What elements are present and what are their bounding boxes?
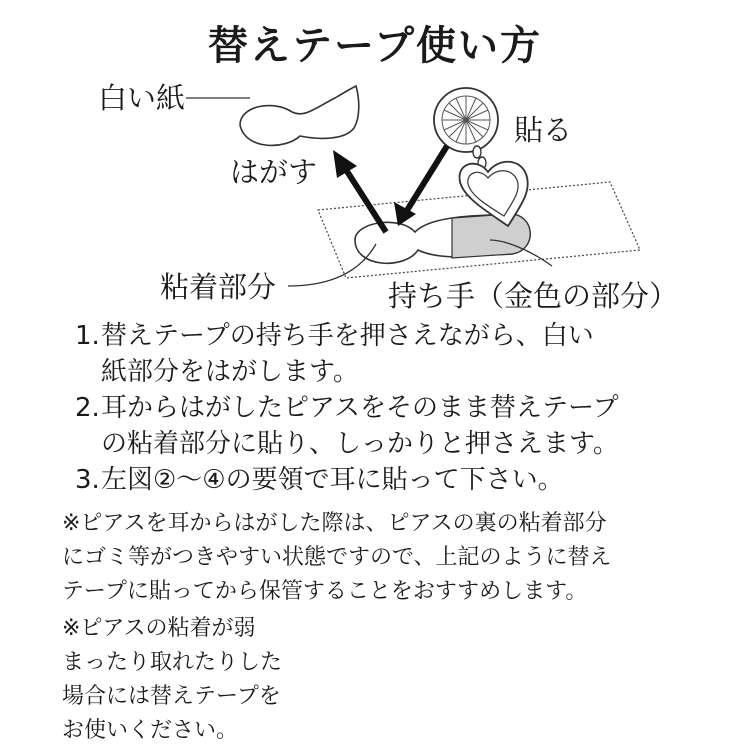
stick-arrow-icon xyxy=(394,146,447,226)
page-title: 替えテープ使い方 xyxy=(208,23,542,69)
white-paper-shape xyxy=(240,86,359,145)
step-item xyxy=(75,462,725,498)
instruction-steps xyxy=(75,318,725,498)
storage-note xyxy=(62,507,702,609)
replacement-note xyxy=(62,612,312,748)
peel-arrow-icon xyxy=(333,150,386,232)
step-item xyxy=(75,390,725,462)
handle-gold-area xyxy=(452,214,530,258)
note-line: テープに貼ってから保管することをおすすめします。 xyxy=(62,579,588,604)
label-peel: はがす xyxy=(230,155,318,189)
step-text-line: 替えテープの持ち手を押さえながら、白い xyxy=(101,321,594,351)
note-line: お使いください。 xyxy=(62,718,239,743)
step-number: 2. xyxy=(75,393,100,423)
step-text-line: の粘着部分に貼り、しっかりと押さえます。 xyxy=(101,429,619,459)
step-item xyxy=(75,318,725,390)
usage-diagram xyxy=(0,0,750,320)
label-stick: 貼る xyxy=(514,113,573,147)
note-line: にゴミ等がつきやすい状態ですので、上記のように替え xyxy=(62,545,612,570)
label-white-paper: 白い紙 xyxy=(98,81,186,115)
label-handle: 持ち手（金色の部分） xyxy=(388,279,679,313)
step-text-line: 耳からはがしたピアスをそのまま替えテープ xyxy=(101,393,619,423)
label-adhesive: 粘着部分 xyxy=(160,270,277,304)
step-text-line: 左図②〜④の要領で耳に貼って下さい。 xyxy=(101,465,564,495)
note-line: まったり取れたりした xyxy=(62,650,283,675)
step-text-line: 紙部分をはがします。 xyxy=(101,357,359,387)
note-line: ※ピアスを耳からはがした際は、ピアスの裏の粘着部分 xyxy=(62,511,607,536)
earring-icon xyxy=(434,88,528,226)
note-line: 場合には替えテープを xyxy=(62,684,281,709)
step-number: 3. xyxy=(75,465,100,495)
step-number: 1. xyxy=(75,321,100,351)
note-line: ※ピアスの粘着が弱 xyxy=(62,616,256,641)
